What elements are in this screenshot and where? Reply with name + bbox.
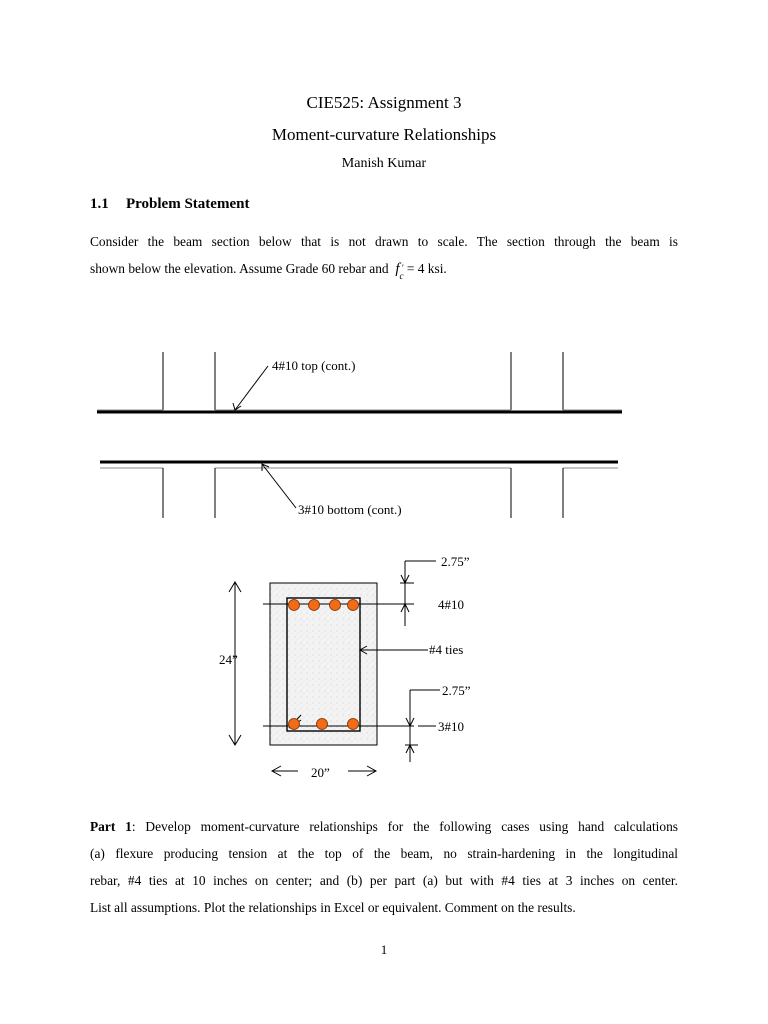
bottom-rebar-circle [317, 719, 328, 730]
author-name: Manish Kumar [341, 156, 427, 171]
section-number: 1.1 [90, 196, 109, 212]
top-rebar-circle [289, 600, 300, 611]
part1-line-1-text: : Develop moment-curvature relationships for the following cases using hand calculations [131, 819, 679, 834]
statement-line-2-end: = 4 ksi. [406, 261, 447, 276]
top-leader-line [235, 366, 268, 410]
bottom-rebar-circle [348, 719, 359, 730]
fc-letter: f [395, 261, 400, 277]
document-title: CIE525: Assignment 3 [306, 93, 462, 112]
part1-line-1 [90, 813, 678, 840]
page-number: 1 [380, 942, 388, 957]
cross-section-view [263, 583, 414, 745]
bottom-cover-label: 2.75” [442, 683, 471, 698]
section-height-label: 24” [219, 652, 238, 667]
part1-label: Part 1 [90, 819, 132, 834]
part1-line-3: rebar, #4 ties at 10 inches on center; and (b) per part (a) but with #4 ties at 3 inches on center. [90, 873, 678, 888]
statement-line-1: Consider the beam section below that is not drawn to scale. The section through the beam is [90, 234, 678, 249]
top-bars-label: 4#10 [438, 597, 464, 612]
fc-prime: ' [401, 263, 404, 273]
top-rebar-circle [348, 600, 359, 611]
part1-line-2: (a) flexure producing tension at the top of the beam, no strain-hardening in the longitudinal [90, 846, 678, 861]
statement-line-2-text: shown below the elevation. Assume Grade 60 rebar and [90, 261, 389, 276]
top-rebar-circle [330, 600, 341, 611]
elevation-view [97, 352, 622, 518]
bottom-rebar-circle [289, 719, 300, 730]
fc-subscript: c [399, 271, 404, 281]
top-rebar-label: 4#10 top (cont.) [272, 358, 356, 373]
part1-line-4: List all assumptions. Plot the relationships in Excel or equivalent. Comment on the results. [90, 900, 576, 915]
bottom-leader-line [262, 464, 296, 508]
bottom-bars-label: 3#10 [438, 719, 464, 734]
top-cover-label: 2.75” [441, 554, 470, 569]
bottom-rebar-label: 3#10 bottom (cont.) [298, 502, 402, 517]
section-width-label: 20” [311, 765, 330, 780]
part1-paragraph [90, 813, 678, 921]
ties-label: #4 ties [429, 642, 464, 657]
document-subtitle: Moment-curvature Relationships [271, 125, 497, 144]
top-rebar-circle [309, 600, 320, 611]
section-title: Problem Statement [126, 196, 250, 212]
